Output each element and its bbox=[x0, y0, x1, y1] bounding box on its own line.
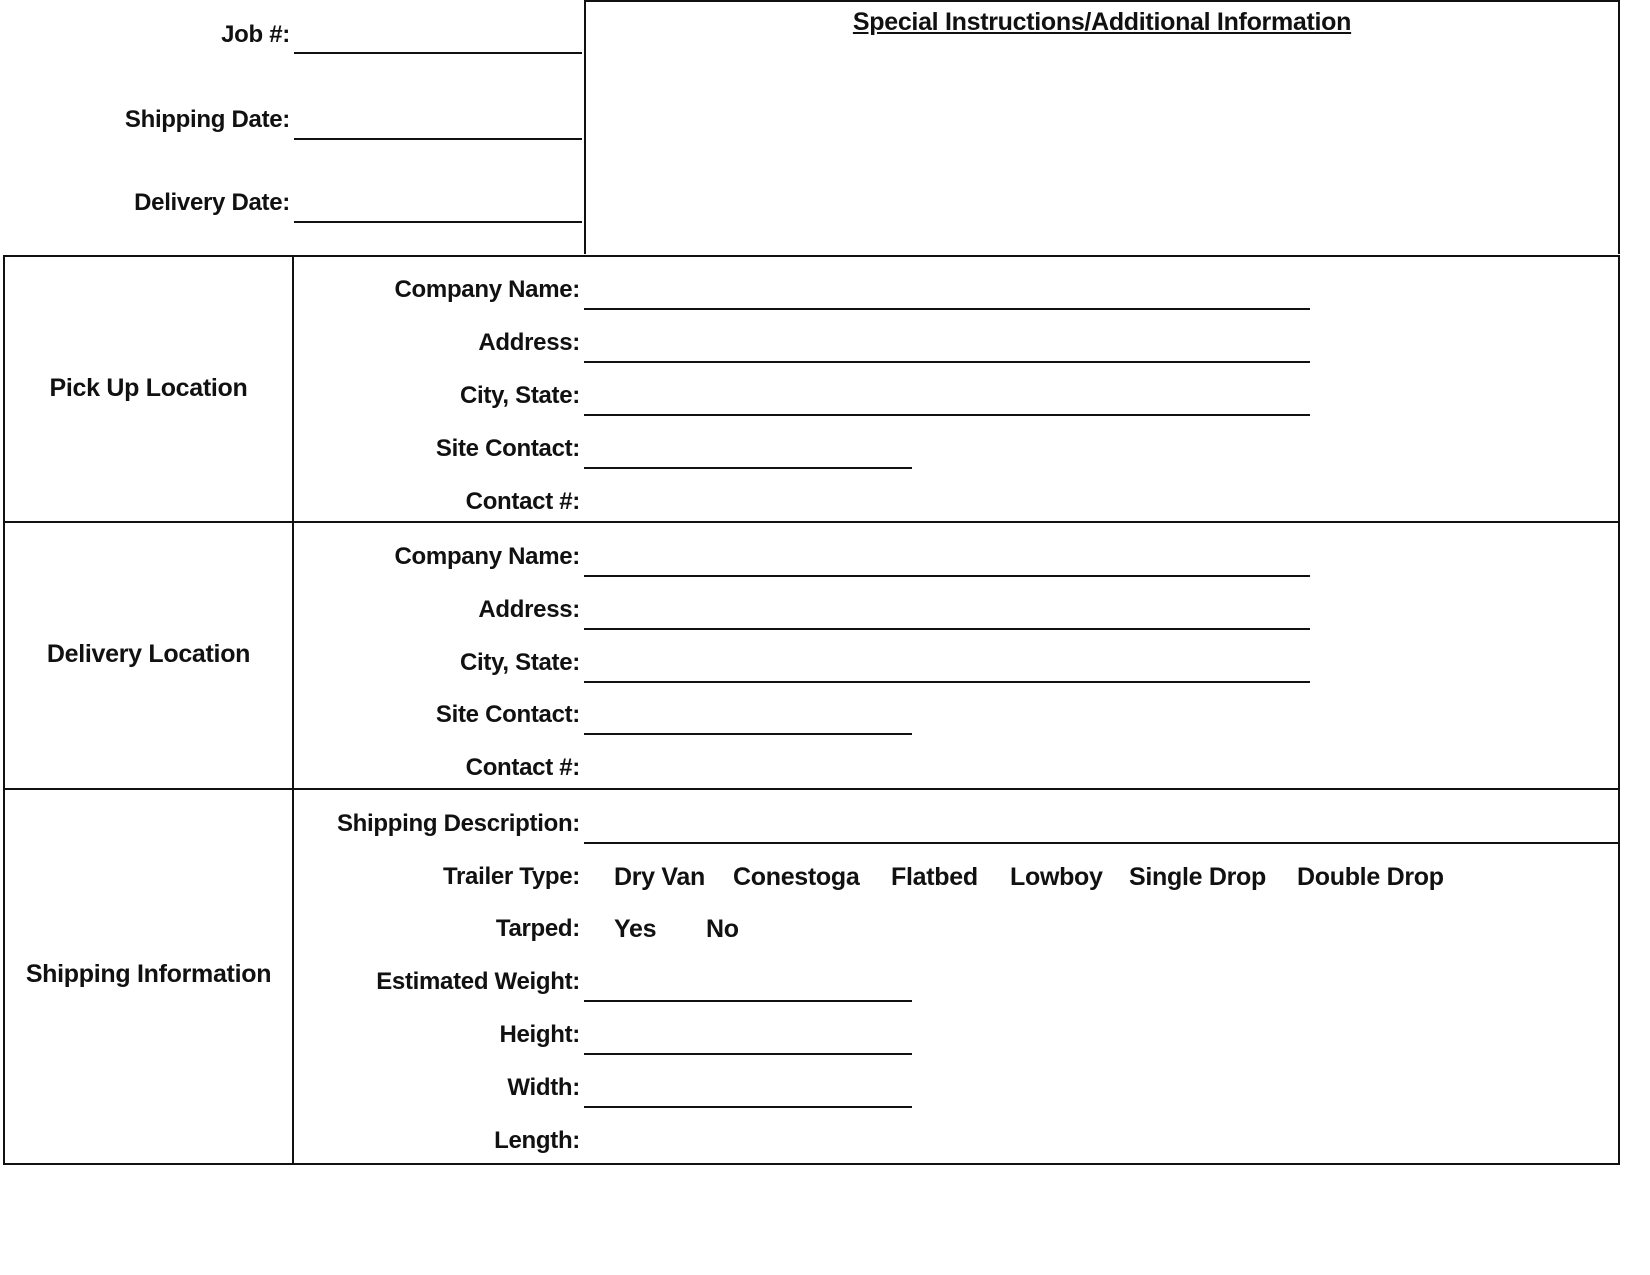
delivery-address-field[interactable] bbox=[584, 592, 1310, 628]
pickup-city-state-underline bbox=[584, 414, 1310, 416]
length-field[interactable] bbox=[584, 1123, 912, 1157]
pickup-company-name-label: Company Name: bbox=[394, 276, 580, 303]
delivery-city-state-underline bbox=[584, 681, 1310, 683]
section-divider-pickup-delivery bbox=[3, 521, 1620, 523]
delivery-address-label: Address: bbox=[478, 596, 580, 623]
delivery-site-contact-label: Site Contact: bbox=[435, 701, 580, 728]
trailer-option-single-drop[interactable]: Single Drop bbox=[1129, 863, 1266, 891]
pickup-site-contact-underline bbox=[584, 467, 912, 469]
section-divider-delivery-shipping bbox=[3, 788, 1620, 790]
estimated-weight-label: Estimated Weight: bbox=[376, 968, 580, 995]
delivery-contact-number-label: Contact #: bbox=[465, 754, 580, 781]
shipping-date-field[interactable] bbox=[294, 101, 582, 137]
job-number-label: Job #: bbox=[221, 21, 290, 48]
estimated-weight-underline bbox=[584, 1000, 912, 1002]
delivery-site-contact-underline bbox=[584, 733, 912, 735]
shipping-date-label: Shipping Date: bbox=[124, 106, 290, 133]
pickup-contact-number-label: Contact #: bbox=[465, 488, 580, 515]
delivery-city-state-label: City, State: bbox=[460, 649, 580, 676]
shipping-description-underline bbox=[584, 842, 1620, 844]
delivery-company-name-field[interactable] bbox=[584, 539, 1310, 575]
delivery-section-label: Delivery Location bbox=[46, 640, 251, 668]
pickup-company-name-field[interactable] bbox=[584, 272, 1310, 308]
tarped-option-no[interactable]: No bbox=[706, 915, 739, 943]
trailer-option-dry-van[interactable]: Dry Van bbox=[614, 863, 706, 891]
width-field[interactable] bbox=[584, 1070, 912, 1106]
pickup-site-contact-field[interactable] bbox=[584, 431, 912, 467]
tarped-label: Tarped: bbox=[495, 915, 580, 942]
width-label: Width: bbox=[507, 1074, 580, 1101]
job-number-field[interactable] bbox=[294, 16, 582, 52]
special-instructions-field[interactable] bbox=[590, 46, 1614, 246]
tarped-option-yes[interactable]: Yes bbox=[614, 915, 657, 943]
pickup-site-contact-label: Site Contact: bbox=[435, 435, 580, 462]
length-label: Length: bbox=[494, 1127, 580, 1154]
pickup-address-underline bbox=[584, 361, 1310, 363]
width-underline bbox=[584, 1106, 912, 1108]
pickup-city-state-label: City, State: bbox=[460, 382, 580, 409]
delivery-address-underline bbox=[584, 628, 1310, 630]
trailer-option-conestoga[interactable]: Conestoga bbox=[733, 863, 860, 891]
trailer-option-flatbed[interactable]: Flatbed bbox=[891, 863, 978, 891]
delivery-site-contact-field[interactable] bbox=[584, 697, 912, 733]
job-number-underline bbox=[294, 52, 582, 54]
delivery-date-label: Delivery Date: bbox=[134, 189, 290, 216]
delivery-city-state-field[interactable] bbox=[584, 645, 1310, 681]
trailer-type-label: Trailer Type: bbox=[442, 863, 580, 890]
delivery-company-name-underline bbox=[584, 575, 1310, 577]
trailer-option-double-drop[interactable]: Double Drop bbox=[1297, 863, 1444, 891]
pickup-address-field[interactable] bbox=[584, 325, 1310, 361]
delivery-date-field[interactable] bbox=[294, 184, 582, 220]
shipping-date-underline bbox=[294, 138, 582, 140]
height-label: Height: bbox=[499, 1021, 580, 1048]
pickup-address-label: Address: bbox=[478, 329, 580, 356]
delivery-company-name-label: Company Name: bbox=[394, 543, 580, 570]
pickup-company-name-underline bbox=[584, 308, 1310, 310]
delivery-date-underline bbox=[294, 221, 582, 223]
estimated-weight-field[interactable] bbox=[584, 964, 912, 1000]
shipping-description-field[interactable] bbox=[584, 806, 1618, 842]
pickup-contact-number-field[interactable] bbox=[584, 484, 912, 518]
height-field[interactable] bbox=[584, 1017, 912, 1053]
pickup-city-state-field[interactable] bbox=[584, 378, 1310, 414]
height-underline bbox=[584, 1053, 912, 1055]
delivery-contact-number-field[interactable] bbox=[584, 750, 912, 784]
shipping-section-label: Shipping Information bbox=[25, 960, 272, 988]
special-instructions-title: Special Instructions/Additional Information bbox=[852, 8, 1352, 36]
trailer-option-lowboy[interactable]: Lowboy bbox=[1010, 863, 1103, 891]
pickup-section-label: Pick Up Location bbox=[49, 374, 248, 402]
shipping-description-label: Shipping Description: bbox=[336, 810, 580, 837]
